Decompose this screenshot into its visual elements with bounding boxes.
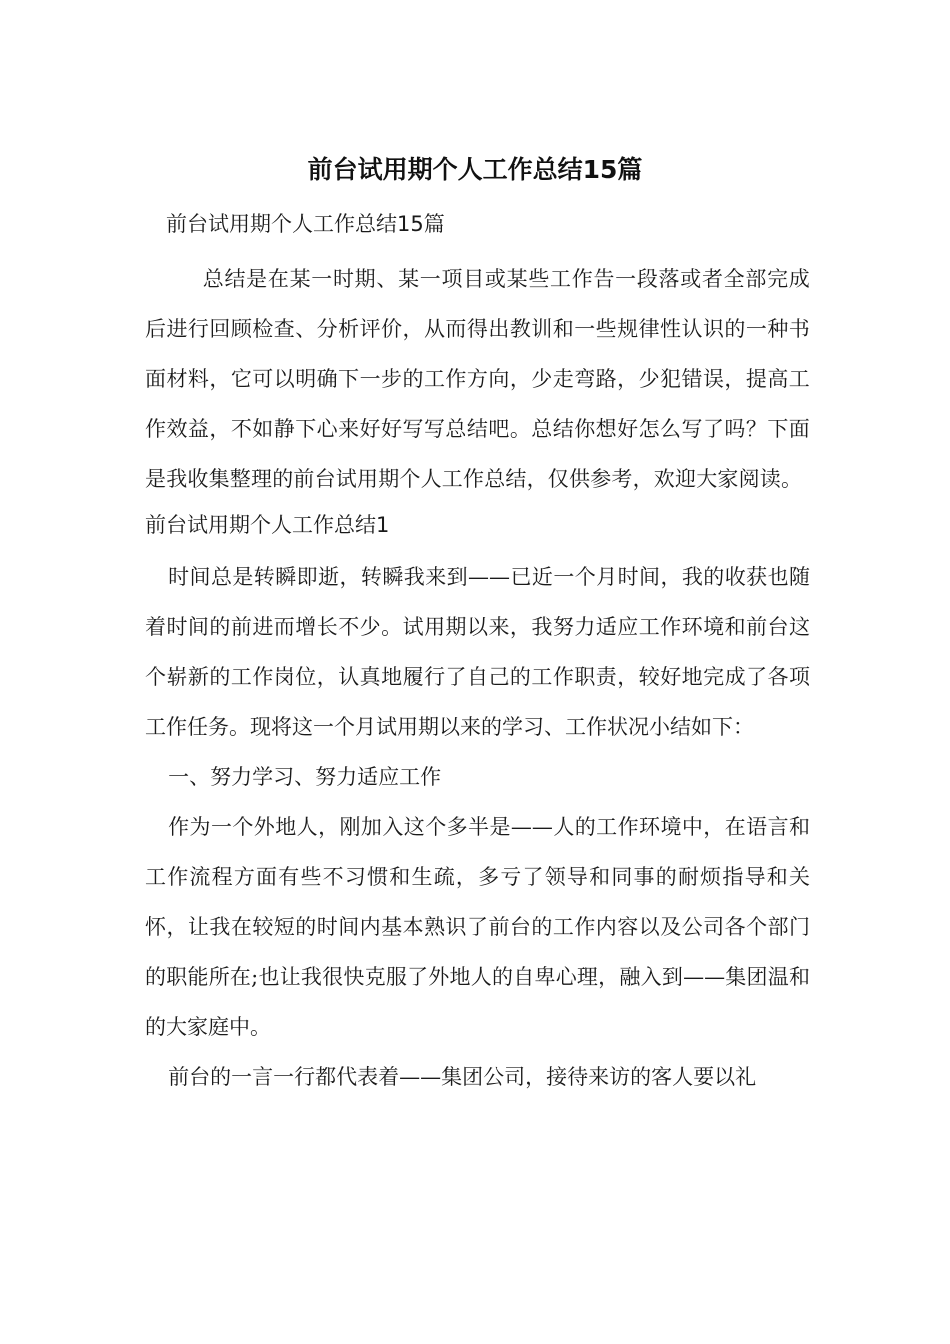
sub-heading: 一、努力学习、努力适应工作 bbox=[168, 765, 442, 789]
body-paragraph-2: 作为一个外地人，刚加入这个多半是——人的工作环境中，在语言和工作流程方面有些不习惯和生疏，多亏了领导和同事的耐烦指导和关怀，让我在较短的时间内基本熟识了前台的工作内容以及公司各个部门的职能所在;也让我很快克服了外地人的自卑心理，融入到——集团温和的大家庭中。 bbox=[145, 815, 810, 1039]
document-body bbox=[145, 206, 810, 1102]
document-subtitle: 前台试用期个人工作总结15篇 bbox=[166, 212, 445, 236]
section-heading: 前台试用期个人工作总结1 bbox=[145, 513, 390, 537]
document-title: 前台试用期个人工作总结15篇 bbox=[307, 155, 643, 184]
body-paragraph-3: 前台的一言一行都代表着——集团公司，接待来访的客人要以礼 bbox=[168, 1065, 757, 1089]
body-paragraph-1: 时间总是转瞬即逝，转瞬我来到——已近一个月时间，我的收获也随着时间的前进而增长不少。试用期以来，我努力适应工作环境和前台这个崭新的工作岗位，认真地履行了自己的工作职责，较好地完成了各项工作任务。现将这一个月试用期以来的学习、工作状况小结如下： bbox=[145, 565, 810, 739]
intro-paragraph: 总结是在某一时期、某一项目或某些工作告一段落或者全部完成后进行回顾检查、分析评价，从而得出教训和一些规律性认识的一种书面材料，它可以明确下一步的工作方向，少走弯路，少犯错误，提高工作效益，不如静下心来好好写写总结吧。总结你想好怎么写了吗？下面是我收集整理的前台试用期个人工作总结，仅供参考，欢迎大家阅读。 bbox=[145, 267, 810, 491]
